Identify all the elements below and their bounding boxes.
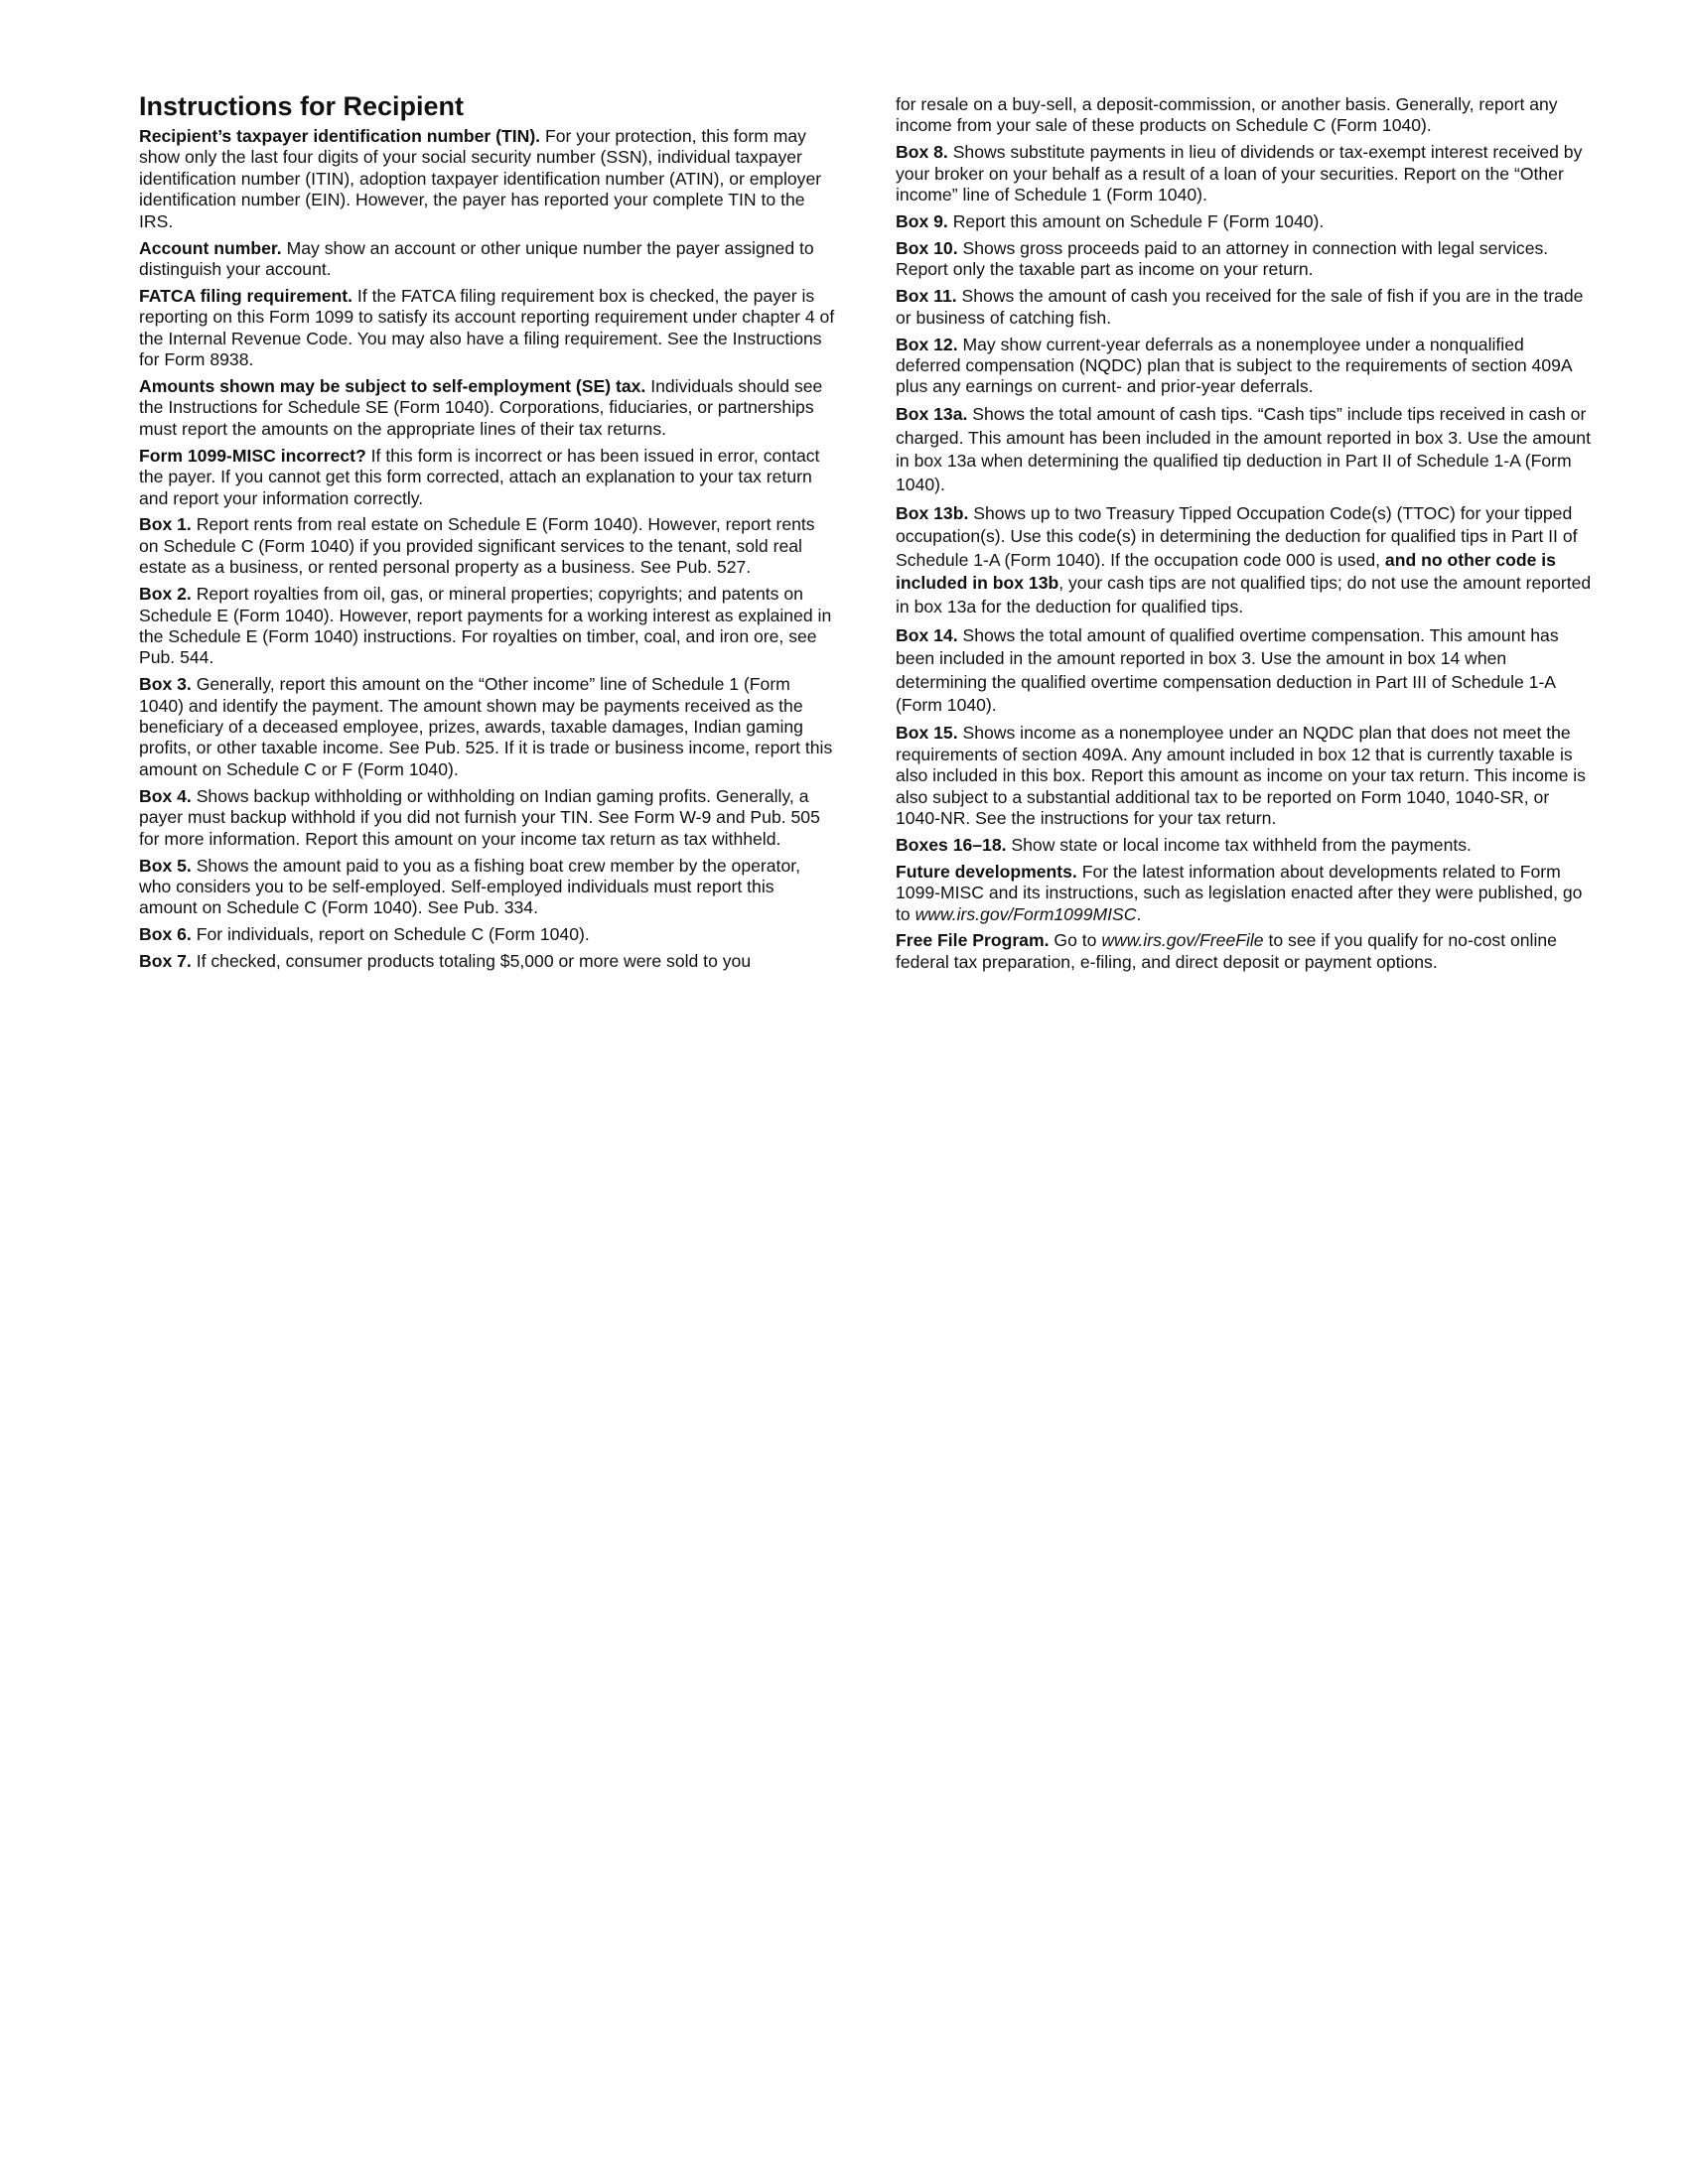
se-tax-paragraph <box>139 376 836 440</box>
box13b-label: Box 13b. <box>896 502 969 523</box>
future-developments-label: Future developments. <box>896 861 1077 882</box>
box5-label: Box 5. <box>139 855 192 876</box>
box4-label: Box 4. <box>139 785 192 806</box>
fatca-label: FATCA filing requirement. <box>139 285 353 306</box>
box7-text: If checked, consumer products totaling $5,000 or more were sold to you <box>191 951 752 972</box>
box3-paragraph <box>139 674 836 780</box>
box9-paragraph <box>896 211 1593 232</box>
box12-paragraph <box>896 335 1593 398</box>
form-incorrect-paragraph <box>139 446 836 509</box>
left-column <box>139 91 836 978</box>
box15-text: Shows income as a nonemployee under an NQDC plan that does not meet the requirements of section 409A. Any amount included in box 12 that is currently taxable is also included in this box. Report this amount as income on your tax return. This income is also subject to a substantial additional tax to be reported on Form 1040, 1040-SR, or 1040-NR. See the instructions for your tax return. <box>896 723 1586 828</box>
box3-label: Box 3. <box>139 674 192 695</box>
boxes16-18-text: Show state or local income tax withheld from the payments. <box>1006 834 1472 855</box>
box6-label: Box 6. <box>139 924 192 945</box>
box1-text: Report rents from real estate on Schedule E (Form 1040). However, report rents on Schedule C (Form 1040) if you provided significant services to the tenant, sold real estate as a business, or rented personal property as a business. See Pub. 527. <box>139 514 815 578</box>
box5-text: Shows the amount paid to you as a fishing boat crew member by the operator, who considers you to be self-employed. Self-employed individuals must report this amount on Schedule C (Form 1040). See Pub. 334. <box>139 855 801 918</box>
future-developments-text: For the latest information about developments related to Form 1099-MISC and its instructions, such as legislation enacted after they were published, go to <box>896 861 1583 924</box>
free-file-label: Free File Program. <box>896 930 1050 951</box>
box14-label: Box 14. <box>896 624 958 645</box>
box7-paragraph <box>139 951 836 972</box>
account-number-paragraph <box>139 238 836 281</box>
free-file-text-before: Go to <box>1049 930 1102 951</box>
box13a-text: Shows the total amount of cash tips. “Cash tips” include tips received in cash or charged. This amount has been included in the amount reported in box 3. Use the amount in box 13a when determining the qualified tip deduction in Part II of Schedule 1-A (Form 1040). <box>896 404 1591 494</box>
page-heading: Instructions for Recipient <box>139 91 465 121</box>
fatca-paragraph <box>139 286 836 371</box>
free-file-paragraph <box>896 930 1593 973</box>
box14-text: Shows the total amount of qualified overtime compensation. This amount has been included in the amount reported in box 3. Use the amount in box 14 when determining the qualified overtime compensation deduction in Part III of Schedule 1-A (Form 1040). <box>896 624 1559 716</box>
box11-text: Shows the amount of cash you received for the sale of fish if you are in the trade or business of catching fish. <box>896 286 1584 328</box>
free-file-text-after: to see if you qualify for no-cost online federal tax preparation, e-filing, and direct deposit or payment options. <box>896 930 1557 972</box>
future-developments-end: . <box>1136 903 1142 924</box>
box13a-label: Box 13a. <box>896 404 968 425</box>
box7-continued-paragraph <box>896 94 1593 137</box>
box12-label: Box 12. <box>896 334 958 354</box>
box13a-paragraph <box>896 403 1593 496</box>
tin-paragraph <box>139 126 836 232</box>
box2-label: Box 2. <box>139 584 192 605</box>
boxes16-18-paragraph <box>896 835 1593 856</box>
box1-label: Box 1. <box>139 514 192 535</box>
tin-text: For your protection, this form may show only the last four digits of your social security number (SSN), individual taxpayer identification number (ITIN), adoption taxpayer identification number (ATIN), or employer identification number (EIN). However, the payer has reported your complete TIN to the IRS. <box>139 126 822 231</box>
freefile-link[interactable]: www.irs.gov/FreeFile <box>1101 930 1264 951</box>
future-developments-paragraph <box>896 862 1593 925</box>
form-incorrect-text: If this form is incorrect or has been issued in error, contact the payer. If you cannot get this form corrected, attach an explanation to your tax return and report your information correctly. <box>139 445 820 508</box>
right-column <box>896 94 1593 979</box>
fatca-text: If the FATCA filing requirement box is checked, the payer is reporting on this Form 1099 to satisfy its account reporting requirement under chapter 4 of the Internal Revenue Code. You may also have a filing requirement. See the Instructions for Form 8938. <box>139 285 835 370</box>
box13b-paragraph <box>896 502 1593 619</box>
box10-paragraph <box>896 238 1593 281</box>
box7-label: Box 7. <box>139 951 192 972</box>
box9-label: Box 9. <box>896 211 948 232</box>
box10-text: Shows gross proceeds paid to an attorney in connection with legal services. Report only the taxable part as income on your return. <box>896 237 1549 280</box>
box11-label: Box 11. <box>896 286 957 307</box>
box15-paragraph <box>896 723 1593 829</box>
box6-text: For individuals, report on Schedule C (Form 1040). <box>191 924 590 945</box>
box4-text: Shows backup withholding or withholding on Indian gaming profits. Generally, a payer must backup withhold if you did not furnish your TIN. See Form W-9 and Pub. 505 for more information. Report this amount on your income tax return as tax withheld. <box>139 785 820 849</box>
box2-text: Report royalties from oil, gas, or mineral properties; copyrights; and patents on Schedule E (Form 1040). However, report payments for a working interest as explained in the Schedule E (Form 1040) instructions. For royalties on timber, coal, and iron ore, see Pub. 544. <box>139 584 832 668</box>
box13b-text-after: , your cash tips are not qualified tips; do not use the amount reported in box 13a for the deduction for qualified tips. <box>896 573 1592 616</box>
box2-paragraph <box>139 584 836 669</box>
box7-continued-text: for resale on a buy-sell, a deposit-commission, or another basis. Generally, report any income from your sale of these products on Schedule C (Form 1040). <box>896 94 1558 136</box>
account-number-text: May show an account or other unique number the payer assigned to distinguish your account. <box>139 237 814 279</box>
box10-label: Box 10. <box>896 237 958 258</box>
box11-paragraph <box>896 286 1593 329</box>
se-tax-label: Amounts shown may be subject to self-employment (SE) tax. <box>139 375 646 396</box>
box8-text: Shows substitute payments in lieu of dividends or tax-exempt interest received by your broker on your behalf as a result of a loan of your securities. Report on the “Other income” line of Schedule 1 (Form 1040). <box>896 142 1583 205</box>
tin-label: Recipient’s taxpayer identification number (TIN). <box>139 126 541 146</box>
box9-text: Report this amount on Schedule F (Form 1040). <box>947 211 1325 232</box>
box8-label: Box 8. <box>896 142 948 163</box>
box5-paragraph <box>139 856 836 919</box>
boxes16-18-label: Boxes 16–18. <box>896 834 1007 855</box>
box6-paragraph <box>139 924 836 945</box>
se-tax-text: Individuals should see the Instructions for Schedule SE (Form 1040). Corporations, fiduciaries, or partnerships must report the amounts on the appropriate lines of their tax returns. <box>139 375 823 439</box>
box1-paragraph <box>139 514 836 578</box>
box4-paragraph <box>139 786 836 850</box>
form-incorrect-label: Form 1099-MISC incorrect? <box>139 445 366 466</box>
box13b-text-emphasis: and no other code is included in box 13b <box>896 549 1556 594</box>
box12-text: May show current-year deferrals as a nonemployee under a nonqualified deferred compensation (NQDC) plan that is subject to the requirements of section 409A plus any earnings on current- and prior-year deferrals. <box>896 334 1572 397</box>
box8-paragraph <box>896 142 1593 205</box>
account-number-label: Account number. <box>139 237 282 258</box>
box3-text: Generally, report this amount on the “Other income” line of Schedule 1 (Form 1040) and identify the payment. The amount shown may be payments received as the beneficiary of a deceased employee, prizes, awards, taxable damages, Indian gaming profits, or other taxable income. See Pub. 525. If it is trade or business income, report this amount on Schedule C or F (Form 1040). <box>139 674 833 779</box>
form1099misc-link[interactable]: www.irs.gov/Form1099MISC <box>914 903 1137 924</box>
box13b-text-before: Shows up to two Treasury Tipped Occupation Code(s) (TTOC) for your tipped occupation(s). Use this code(s) in determining the deduction for qualified tips in Part II of Schedule 1-A (Form 1040). If the occupation code 000 is used, <box>896 502 1578 570</box>
box15-label: Box 15. <box>896 723 958 744</box>
box14-paragraph <box>896 624 1593 718</box>
